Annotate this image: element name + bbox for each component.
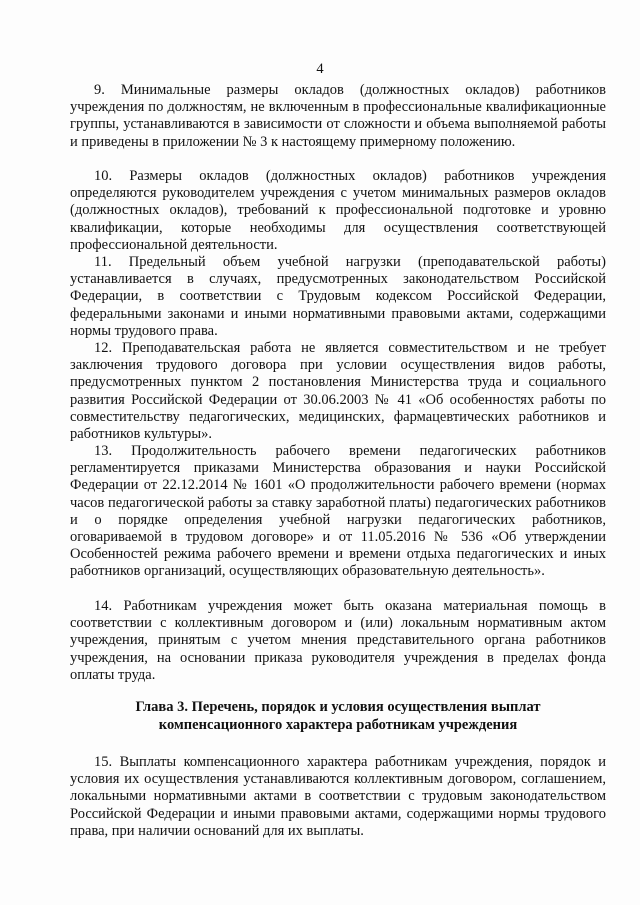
paragraph-15: 15. Выплаты компенсационного характера работникам учреждения, порядок и условия их осуществления устанавливаются коллективным договором, соглашением, локальными нормативными актами в соответствии с трудовым законодательством Российской Федерации и иными правовыми актами, содержащими нормы трудового права, при наличии оснований для их выплаты. bbox=[70, 754, 606, 839]
paragraph-9: 9. Минимальные размеры окладов (должностных окладов) работников учреждения по должностям, не включенным в профессиональные квалификационные группы, устанавливаются в зависимости от сложности и объема выполняемой работы и приведены в приложении № 3 к настоящему примерному положению. bbox=[70, 82, 606, 150]
paragraph-13: 13. Продолжительность рабочего времени педагогических работников регламентируется приказами Министерства образования и науки Российской Федерации от 22.12.2014 № 1601 «О продолжительности рабочего времени (нормах часов педагогической работы за ставку заработной платы) педагогических работников и о порядке определения учебной нагрузки педагогических работников, оговариваемой в трудовом договоре» и от 11.05.2016 № 536 «Об утверждении Особенностей режима рабочего времени и времени отдыха педагогических и иных работников организаций, осуществляющих образовательную деятельность». bbox=[70, 443, 606, 580]
chapter-heading-line-2: компенсационного характера работникам учреждения bbox=[158, 717, 518, 733]
chapter-heading bbox=[70, 698, 606, 734]
paragraph-10: 10. Размеры окладов (должностных окладов) работников учреждения определяются руководителем учреждения с учетом минимальных размеров окладов (должностных окладов), требований к профессиональной подготовке и уровню квалификации, которые необходимы для осуществления соответствующей профессиональной деятельности. bbox=[70, 168, 606, 253]
paragraph-11: 11. Предельный объем учебной нагрузки (преподавательской работы) устанавливается в случаях, предусмотренных законодательством Российской Федерации, в соответствии с Трудовым кодексом Российской Федерации, федеральными законами и иными нормативными правовыми актами, содержащими нормы трудового права. bbox=[70, 254, 606, 339]
page-number: 4 bbox=[316, 61, 324, 77]
paragraph-12: 12. Преподавательская работа не является совместительством и не требует заключения трудового договора при условии осуществления видов работы, предусмотренных пунктом 2 постановления Министерства труда и социального развития Российской Федерации от 30.06.2003 № 41 «Об особенностях работы по совместительству педагогических, медицинских, фармацевтических работников и работников культуры». bbox=[70, 340, 606, 443]
chapter-heading-line-1: Глава 3. Перечень, порядок и условия осуществления выплат bbox=[135, 699, 541, 715]
paragraph-14: 14. Работникам учреждения может быть оказана материальная помощь в соответствии с коллективным договором и (или) локальным нормативным актом учреждения, принятым с учетом мнения представительного органа работников учреждения, на основании приказа руководителя учреждения в пределах фонда оплаты труда. bbox=[70, 598, 606, 683]
